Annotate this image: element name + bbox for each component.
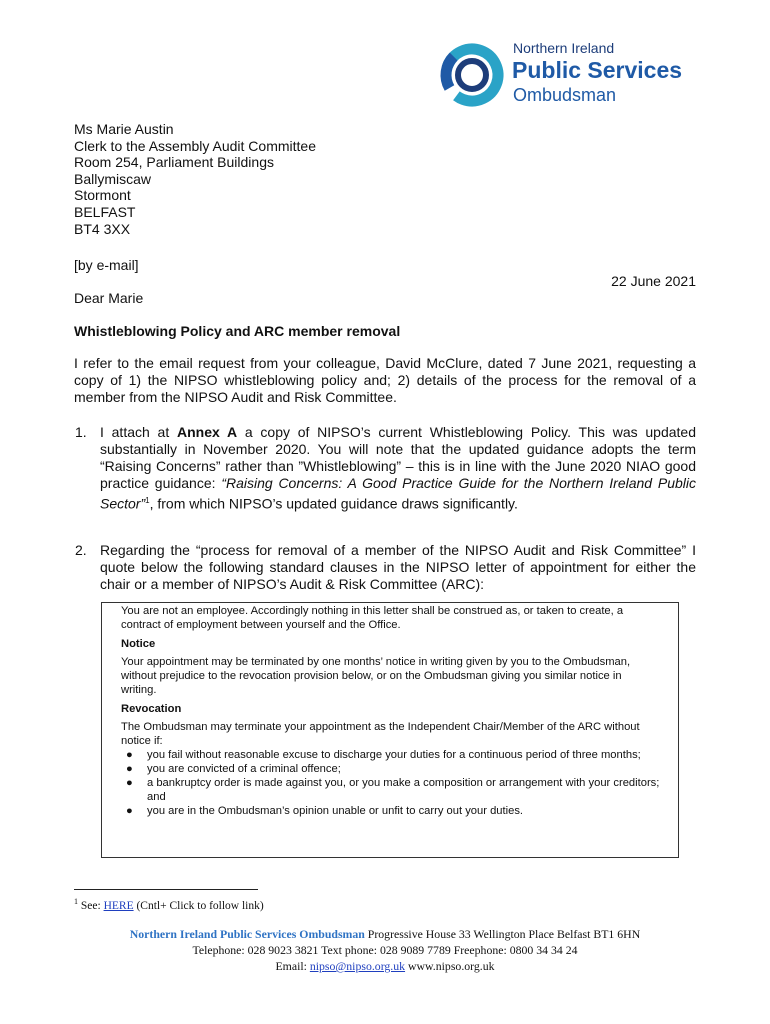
letter-date: 22 June 2021 — [611, 273, 696, 289]
bullet-icon: ● — [126, 763, 133, 775]
list-item — [121, 776, 660, 804]
salutation: Dear Marie — [74, 290, 144, 306]
quoted-clauses-box — [101, 602, 679, 858]
list-item-text: a bankruptcy order is made against you, or you make a composition or arrangement with your creditors; and — [147, 777, 660, 803]
delivery-method: [by e-mail] — [74, 257, 139, 273]
bullet-icon: ● — [126, 777, 133, 789]
footnote-number: 1 — [74, 897, 78, 906]
list-item-text: you are in the Ombudsman’s opinion unable or unfit to carry out your duties. — [147, 805, 524, 817]
logo-line-2: Public Services — [512, 57, 683, 83]
revocation-heading: Revocation — [121, 703, 182, 715]
clause-notice: Your appointment may be terminated by one months’ notice in writing given by you to the Ombudsman, without prejudice to the revocation provision below, or on the Ombudsman giving you similar notice in writing. — [121, 656, 631, 696]
address-line: Room 254, Parliament Buildings — [74, 154, 274, 171]
footer-email-link[interactable]: nipso@nipso.org.uk — [309, 959, 406, 973]
address-line: Clerk to the Assembly Audit Committee — [74, 137, 316, 154]
item-text: Regarding the “process for removal of a member of the NIPSO Audit and Risk Committee” I quote below the following standard clauses in the NIPSO letter of appointment for either the chair or a member of NIPSO’s Audit & Risk Committee (ARC): — [100, 542, 696, 592]
footnote-divider — [74, 889, 258, 890]
footnote — [74, 897, 264, 912]
list-item-text: you are convicted of a criminal offence; — [147, 763, 341, 775]
intro-paragraph: I refer to the email request from your colleague, David McClure, dated 7 June 2021, requesting a copy of 1) the NIPSO whistleblowing policy and; 2) details of the process for the removal of a member from the NIPSO Audit and Risk Committee. — [74, 355, 696, 405]
bullet-icon: ● — [126, 749, 133, 761]
item-number: 1. — [75, 424, 87, 440]
item-text: , from which NIPSO’s updated guidance draws significantly. — [149, 495, 518, 512]
nipso-logo — [436, 40, 706, 110]
item-number: 2. — [75, 542, 87, 558]
footer-address — [0, 926, 770, 942]
footer-org-name: Northern Ireland Public Services Ombudsman — [129, 927, 365, 941]
letter-subject: Whistleblowing Policy and ARC member removal — [74, 323, 401, 339]
footnote-ref: 1 — [145, 496, 150, 505]
footnote-text: (Cntl+ Click to follow link) — [133, 899, 264, 912]
item-text: I attach at — [100, 424, 177, 440]
footer-contact — [0, 958, 770, 974]
email-label: Email: — [275, 959, 310, 973]
list-item — [121, 804, 660, 818]
numbered-item-2 — [75, 542, 696, 593]
bullet-icon: ● — [126, 805, 133, 817]
address-line: Ballymiscaw — [74, 170, 152, 187]
clause-employment: You are not an employee. Accordingly nothing in this letter shall be construed as, or taken to create, a contract of employment between yourself and the Office. — [121, 605, 624, 631]
annex-label: Annex A — [176, 424, 238, 440]
address-line: Stormont — [74, 187, 131, 204]
logo-line-1: Northern Ireland — [513, 40, 615, 56]
logo-line-3: Ombudsman — [513, 85, 617, 105]
address-line: BELFAST — [74, 203, 136, 220]
address-line: BT4 3XX — [74, 220, 131, 237]
list-item-text: you fail without reasonable excuse to discharge your duties for a continuous period of three months; — [147, 749, 641, 761]
list-item — [121, 762, 660, 776]
item-text: a copy of NIPSO’s current Whistleblowing Policy. This was updated substantially in November 2020. You will note that the updated guidance adopts the term “Raising Concerns” rather than ”Whistleblowing” – this is in line with the June 2020 NIAO good practice guidance: — [100, 424, 696, 491]
footer-address-text: Progressive House 33 Wellington Place Belfast BT1 6HN — [364, 927, 641, 941]
recipient-address — [74, 121, 316, 237]
address-line: Ms Marie Austin — [74, 121, 174, 137]
footer-website: www.nipso.org.uk — [405, 959, 495, 973]
notice-heading: Notice — [121, 638, 156, 650]
footer-phones: Telephone: 028 9023 3821 Text phone: 028 9089 7789 Freephone: 0800 34 34 24 — [192, 943, 578, 957]
guide-title: “Raising Concerns: A Good Practice Guide for the Northern Ireland Public Sector” — [100, 475, 696, 512]
numbered-item-1 — [75, 424, 696, 513]
footnote-link[interactable]: HERE — [103, 899, 134, 912]
logo-ring-icon — [436, 40, 510, 110]
list-item — [121, 748, 660, 762]
clause-revocation: The Ombudsman may terminate your appointment as the Independent Chair/Member of the ARC without notice if: — [121, 721, 640, 747]
footnote-text: See: — [78, 899, 104, 912]
revocation-list — [121, 748, 660, 818]
